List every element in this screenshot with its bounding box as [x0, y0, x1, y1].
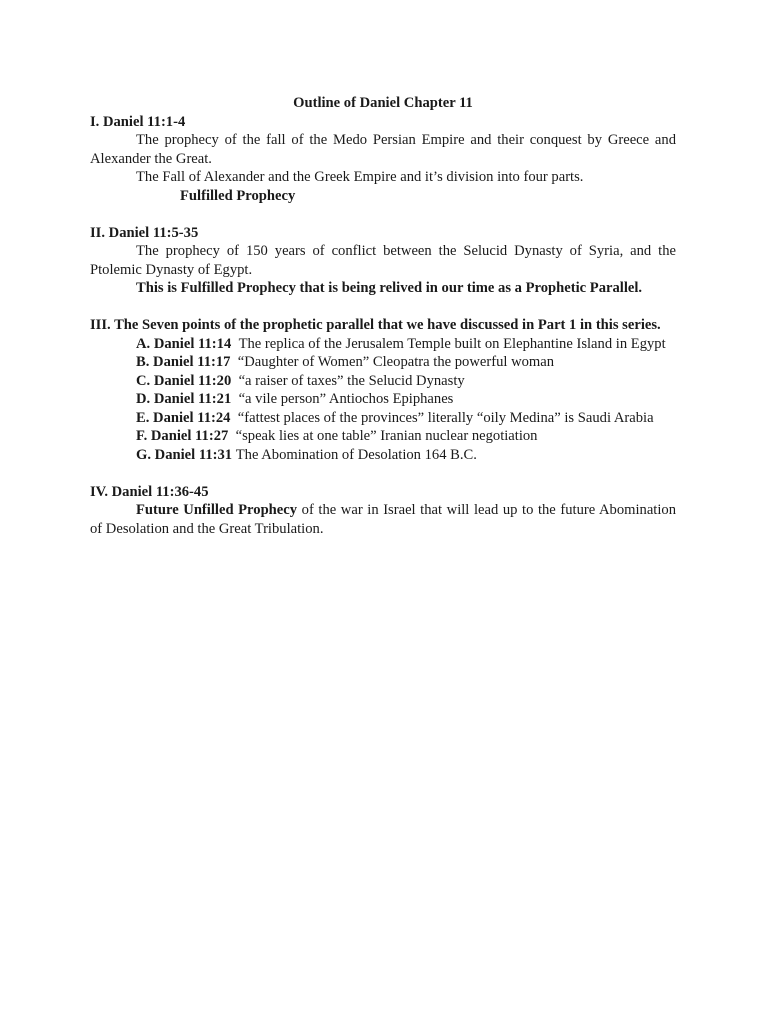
list-item-ref: A. Daniel 11:14	[136, 335, 232, 352]
list-item-text: The Abomination of Desolation 164 B.C.	[235, 446, 477, 463]
section-paragraph: The Fall of Alexander and the Greek Empire and it’s division into four parts.	[136, 169, 584, 185]
section-heading: III. The Seven points of the prophetic parallel that we have discussed in Part 1 in this series.	[90, 317, 661, 333]
spacer	[90, 205, 676, 224]
section-paragraph	[90, 501, 676, 538]
list-item-ref: D. Daniel 11:21	[136, 391, 232, 407]
list-item	[90, 335, 676, 354]
list-item	[90, 353, 676, 372]
list-item-text: “speak lies at one table” Iranian nuclear negotiation	[235, 428, 538, 444]
list-item	[90, 427, 676, 446]
list-item-text: “a raiser of taxes” the Selucid Dynasty	[238, 372, 465, 389]
list-item-text: “a vile person” Antiochos Epiphanes	[238, 391, 454, 407]
section-lead: Future Unfilled Prophecy	[136, 502, 298, 518]
list-item	[90, 390, 676, 409]
section-heading: I. Daniel 11:1-4	[90, 113, 186, 130]
section-paragraph: The prophecy of 150 years of conflict between the Selucid Dynasty of Syria, and the Ptolemic Dynasty of Egypt.	[90, 243, 676, 278]
list-item-ref: E. Daniel 11:24	[136, 409, 231, 426]
section-note: This is Fulfilled Prophecy that is being relived in our time as a Prophetic Parallel.	[136, 280, 643, 296]
section-paragraph: The prophecy of the fall of the Medo Persian Empire and their conquest by Greece and Alexander the Great.	[90, 132, 676, 167]
spacer	[90, 298, 676, 317]
section-note: Fulfilled Prophecy	[180, 187, 296, 204]
spacer	[90, 464, 676, 483]
list-item-text: “fattest places of the provinces” literally “oily Medina” is Saudi Arabia	[237, 409, 654, 426]
list-item-ref: C. Daniel 11:20	[136, 372, 232, 389]
section-paragraph-rest: of the war in Israel that will lead up to the future Abomination of Desolation and the Great Tribulation.	[90, 502, 676, 537]
list-item	[90, 372, 676, 391]
section-3	[90, 316, 676, 464]
list-item-text: The replica of the Jerusalem Temple built on Elephantine Island in Egypt	[238, 335, 666, 352]
list-item	[90, 409, 676, 428]
list-item-ref: F. Daniel 11:27	[136, 428, 229, 444]
section-4	[90, 483, 676, 539]
list-item-ref: G. Daniel 11:31	[136, 446, 233, 463]
section-2	[90, 224, 676, 298]
list-item-ref: B. Daniel 11:17	[136, 354, 231, 370]
list-item	[90, 446, 676, 465]
section-1	[90, 113, 676, 206]
list-item-text: “Daughter of Women” Cleopatra the powerful woman	[237, 354, 555, 370]
document-title: Outline of Daniel Chapter 11	[293, 95, 473, 111]
section-heading: II. Daniel 11:5-35	[90, 224, 199, 241]
document-page	[90, 94, 676, 538]
section-heading: IV. Daniel 11:36-45	[90, 483, 209, 500]
